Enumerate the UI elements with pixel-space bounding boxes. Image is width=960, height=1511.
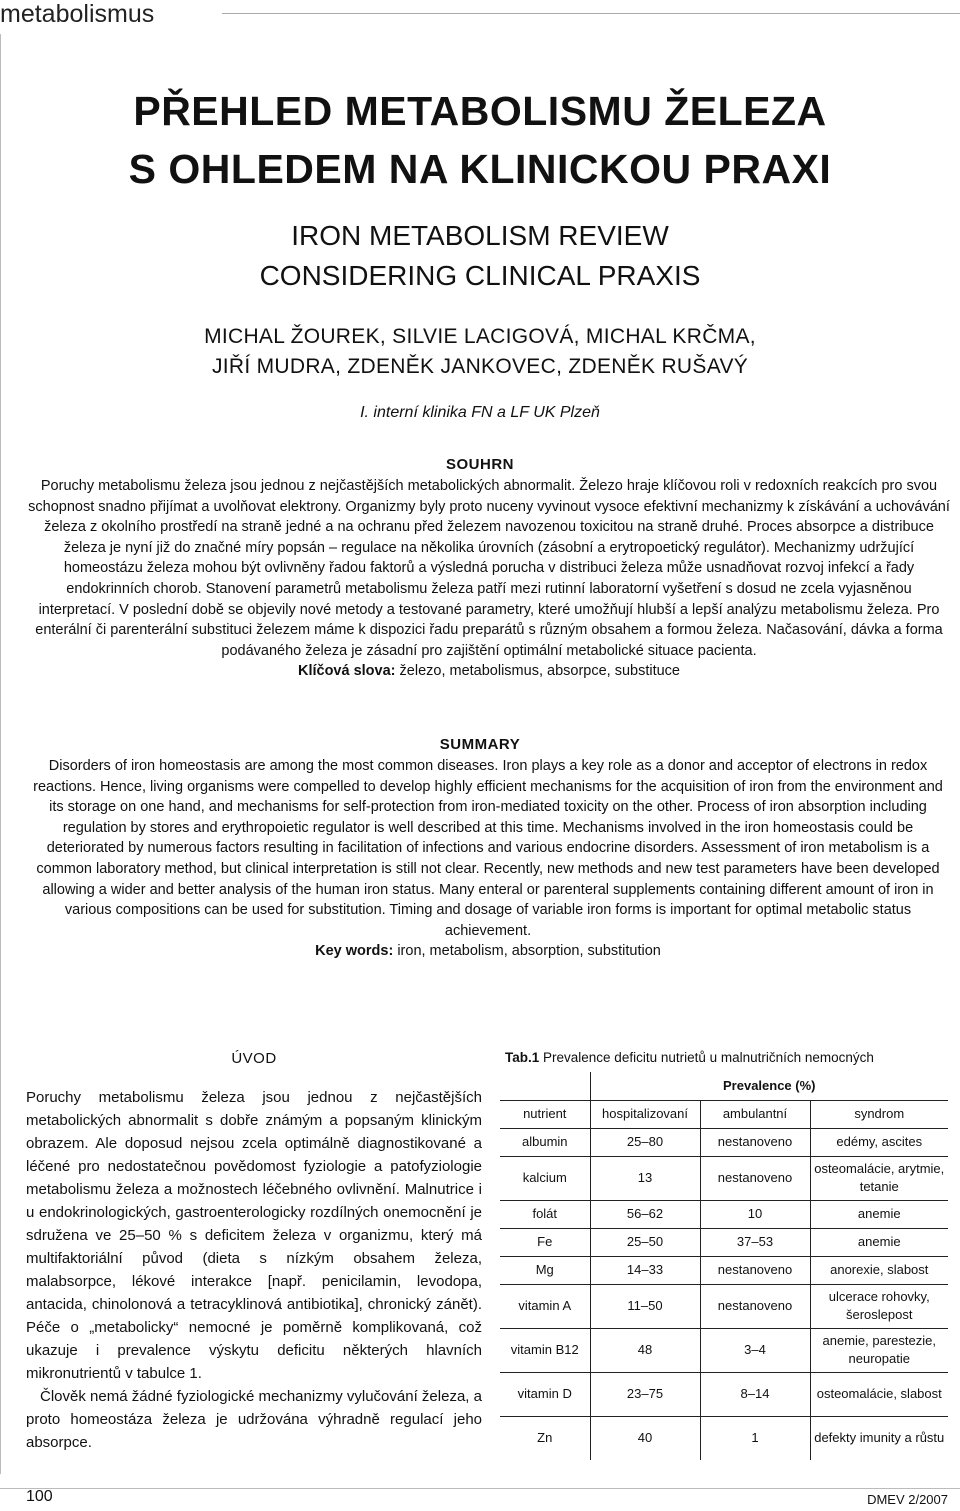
table-cell: 8–14 [700,1372,810,1416]
table-cell: anemie [810,1228,948,1256]
table-caption [505,1050,945,1065]
table-cell: nestanoveno [700,1128,810,1156]
section-label: metabolismus [0,0,155,28]
table-column-headers [500,1100,948,1128]
table-cell: 25–50 [590,1228,700,1256]
header-rule [222,13,960,14]
affiliation: I. interní klinika FN a LF UK Plzeň [360,404,600,421]
table-caption-text: Prevalence deficitu nutrietů u malnutričních nemocných [539,1050,874,1065]
table-cell: anorexie, slabost [810,1256,948,1284]
table-cell: ulcerace rohovky, šeroslepost [810,1284,948,1328]
table-cell: 37–53 [700,1228,810,1256]
table-cell: defekty imunity a růstu [810,1416,948,1460]
intro-paragraph-2: Člověk nemá žádné fyziologické mechanizmy vylučování železa, a proto homeostáza železa je udržována výhradně regulací jeho absorpce. [26,1388,482,1451]
title-en-line-2: CONSIDERING CLINICAL PRAXIS [259,260,701,291]
table-cell: Fe [500,1228,590,1256]
table-row [500,1284,948,1328]
table-cell: 3–4 [700,1328,810,1372]
table-cell: 56–62 [590,1200,700,1228]
summary-heading: SUMMARY [439,736,521,753]
intro-heading: ÚVOD [231,1050,277,1067]
table-body [500,1128,948,1460]
table-cell: 14–33 [590,1256,700,1284]
table-cell: 40 [590,1416,700,1460]
table-cell: nestanoveno [700,1156,810,1200]
table-group-header: Prevalence (%) [590,1072,948,1100]
table-cell: 25–80 [590,1128,700,1156]
table-empty-corner [500,1072,590,1100]
summary-text: Disorders of iron homeostasis are among the most common diseases. Iron plays a key role as a donor and acceptor of electrons in redox reactions. Hence, living organisms were compelled to develop highly efficient mechanisms for the acquisition of iron from the environment and its storage on one hand, and mechanisms for self-protection from iron-mediated toxicity on the other. Process of iron absorption including regulation by stores and erythropoietic regulator is well described at this time. Mechanisms involved in the iron homeostasis could be deteriorated by numerous factors resulting in facilitation of infections and various endocrine disorders. Assessment of iron metabolism is a common laboratory method, but clinical interpretation is still not clear. Recently, new methods and new test parameters have been developed allowing a wider and better analysis of the human iron status. Many enteral or parenteral supplements containing different amount of iron in various compositions can be used for substitution. Timing and dosage of variable iron forms is important for optimal metabolic status achievement. [33,758,943,939]
table-row [500,1328,948,1372]
summary-keywords: iron, metabolism, absorption, substitution [393,943,661,960]
page-number: 100 [26,1488,53,1505]
article-title-english [0,216,960,296]
table-cell: 1 [700,1416,810,1460]
table-row [500,1256,948,1284]
souhrn-text: Poruchy metabolismu železa jsou jednou z nejčastějších metabolických abnormalit. Železo hraje klíčovou roli v redoxních reakcích pro svou schopnost snadno přijímat a uvolňovat elektrony. Organizmy byly proto nuceny vyvinout vysoce efektivní mechanizmy k získávání a uchovávání železa z okolního prostředí na straně jedné a na ochranu před železem navozenou toxicitou na straně druhé. Proces absorpce a distribuce železa je nyní již do značné míry popsán – regulace na několika úrovních (zásobní a erytropoetický regulátor). Mechanizmy udržující homeostázu železa mohou být ovlivněny řadou faktorů a výsledná porucha v distribuci železa může usnadňovat rozvoj infekcí a řady endokrinních chorob. Stanovení parametrů metabolismu železa patří mezi rutinní laboratorní vyšetření s dosud ne zcela vyjasněnou interpretací. V poslední době se objevily nové metody a testované parametry, které umožňují hlubší a lepší analýzu metabolismu železa. Pro enterální či parenterální substituci železem máme k dispozici řadu preparátů s různým obsahem a formou železa. Načasování, dávka a forma podávaného železa je zásadní pro zajištění optimální metabolické situace pacienta. [28,478,950,659]
table-cell: 11–50 [590,1284,700,1328]
table-cell: vitamin A [500,1284,590,1328]
souhrn-keywords-label: Klíčová slova: [297,663,396,680]
table-cell: edémy, ascites [810,1128,948,1156]
table-cell: vitamin B12 [500,1328,590,1372]
table-column-header: ambulantní [700,1100,810,1128]
table-column-header: syndrom [810,1100,948,1128]
table-cell: 13 [590,1156,700,1200]
table-cell: folát [500,1200,590,1228]
souhrn-heading: SOUHRN [445,456,514,473]
authors-line-1: MICHAL ŽOUREK, SILVIE LACIGOVÁ, MICHAL KRČMA, [204,325,756,348]
table-row [500,1200,948,1228]
table-caption-label: Tab.1 [505,1050,540,1065]
table-row [500,1156,948,1200]
table-row [500,1372,948,1416]
table-cell: kalcium [500,1156,590,1200]
footer-rule [0,1488,960,1489]
authors [0,322,960,382]
table-cell: albumin [500,1128,590,1156]
table-cell: nestanoveno [700,1256,810,1284]
journal-name: DMEV 2/2007 [867,1492,948,1507]
table-cell: nestanoveno [700,1284,810,1328]
summary-abstract [32,756,944,962]
souhrn-abstract [28,476,950,682]
table-cell: Zn [500,1416,590,1460]
table-row [500,1416,948,1460]
table-cell: Mg [500,1256,590,1284]
table-cell: vitamin D [500,1372,590,1416]
title-cz-line-1: PŘEHLED METABOLISMU ŽELEZA [133,88,827,134]
table-cell: 23–75 [590,1372,700,1416]
table-cell: osteomalácie, slabost [810,1372,948,1416]
table-cell: 10 [700,1200,810,1228]
authors-line-2: JIŘÍ MUDRA, ZDENĚK JANKOVEC, ZDENĚK RUŠAVÝ [211,355,749,378]
title-cz-line-2: S OHLEDEM NA KLINICKOU PRAXI [128,146,832,192]
table-cell: anemie [810,1200,948,1228]
intro-body [26,1086,482,1454]
souhrn-keywords: železo, metabolismus, absorpce, substituce [395,663,680,680]
title-en-line-1: IRON METABOLISM REVIEW [291,220,669,251]
table-cell: osteomalácie, arytmie, tetanie [810,1156,948,1200]
table-column-header: hospitalizovaní [590,1100,700,1128]
table-cell: anemie, parestezie, neuropatie [810,1328,948,1372]
table-cell: 48 [590,1328,700,1372]
intro-paragraph-1: Poruchy metabolismu železa jsou jednou z nejčastějších metabolických abnormalit s dobře známým a popsaným klinickým obrazem. Ale doposud nejsou zcela optimálně diagnostikované a léčené pro nedostatečnou povědomost fyziologie a patofyziologie metabolismu železa a možnostech léčebného ovlivnění. Malnutrice i u endokrinologických, gastroenterologicky rozdílných onemocnění je sdružena ve 25–50 % s deficitem železa v organizmu, který má multifaktoriální původ (dieta s nízkým obsahem železa, malabsorpce, lékové interakce [např. penicilamin, levodopa, antacida, chinolonová a tetracyklinová antibiotika], chronický zánět). Péče o „metabolicky“ nemocné je poměrně komplikovaná, což ukazuje i prevalence výskytu deficitu některých hlavních mikronutrientů v tabulce 1. [26,1089,482,1382]
table-row [500,1228,948,1256]
article-title-czech [0,82,960,198]
summary-keywords-label: Key words: [315,943,394,960]
prevalence-table [500,1072,948,1460]
table-row [500,1128,948,1156]
table-column-header: nutrient [500,1100,590,1128]
